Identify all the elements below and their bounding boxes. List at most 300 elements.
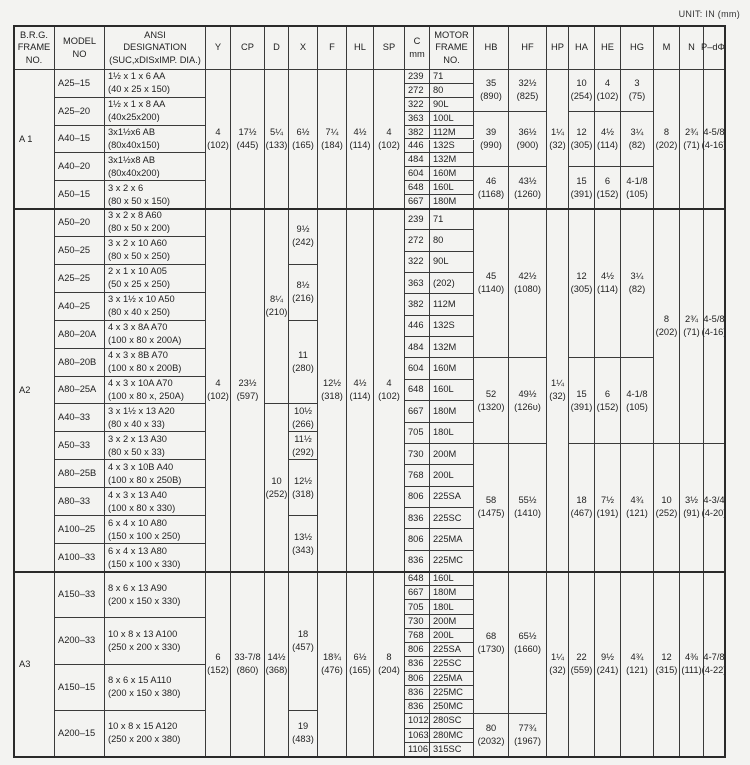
header-ansi xyxy=(105,26,206,70)
motor-frame-no-line: 200L xyxy=(433,630,454,641)
header-c-line: C xyxy=(413,36,421,46)
motor-frame-no xyxy=(430,629,474,643)
dim-hf-line: 65½ xyxy=(518,630,537,641)
header-ansi-line: ANSI xyxy=(144,29,166,40)
dim-hf-line: 42½ xyxy=(518,271,537,282)
model-no xyxy=(55,181,105,209)
dim-cp-line: (445) xyxy=(236,140,259,150)
ansi-designation-line: 4 x 3 x 8A A70 xyxy=(108,322,168,333)
dim-d-line: 8¼ xyxy=(270,294,283,305)
motor-frame-no-line: 180M xyxy=(433,587,457,598)
motor-frame-no-line: 160L xyxy=(433,573,454,584)
dim-m xyxy=(654,572,680,757)
c-dimension xyxy=(405,380,430,401)
model-no xyxy=(55,665,105,711)
c-dimension xyxy=(405,714,430,728)
motor-frame-no xyxy=(430,380,474,401)
motor-frame-no xyxy=(430,529,474,550)
c-dimension xyxy=(405,508,430,529)
dim-hb xyxy=(474,70,509,112)
dim-hb-line: (890) xyxy=(480,91,502,102)
dim-m xyxy=(654,209,680,444)
model-no xyxy=(55,265,105,293)
ansi-designation-line: 3x1½x8 AB xyxy=(108,154,156,165)
c-dimension-line: 667 xyxy=(408,587,424,598)
ansi-designation-line: 3 x 2 x 8 A60 xyxy=(108,210,162,221)
c-dimension-line: 446 xyxy=(408,140,424,151)
dim-ha-line: 18 xyxy=(576,495,587,506)
motor-frame-no-line: 160M xyxy=(433,168,457,179)
header-frame-line: B.R.G. xyxy=(20,29,48,40)
dim-hp xyxy=(547,209,569,572)
model-no-line: A80–20A xyxy=(58,328,97,339)
dim-hg-line: (121) xyxy=(626,665,648,675)
motor-frame-no xyxy=(430,230,474,251)
dim-hb-line: (1320) xyxy=(477,401,505,412)
frame-no xyxy=(14,70,55,209)
dim-hl xyxy=(347,209,374,572)
motor-frame-no-line: 180L xyxy=(433,427,454,438)
motor-frame-no-line: 80 xyxy=(433,235,444,246)
motor-frame-no xyxy=(430,126,474,140)
dim-f-line: 12½ xyxy=(322,378,342,388)
model-no xyxy=(55,404,105,432)
ansi-designation-line: 6 x 4 x 10 A80 xyxy=(108,517,167,528)
dim-sp xyxy=(374,572,405,757)
header-motor-line: FRAME xyxy=(435,42,468,53)
header-f xyxy=(318,26,347,70)
dim-hg xyxy=(621,167,654,209)
header-hf xyxy=(509,26,547,70)
dim-hg xyxy=(621,70,654,112)
dim-m xyxy=(654,70,680,209)
motor-frame-no-line: 160M xyxy=(433,363,457,374)
dim-hb-line: 35 xyxy=(485,78,497,89)
header-cp-line: CP xyxy=(241,42,254,53)
motor-frame-no xyxy=(430,700,474,714)
ansi-designation xyxy=(105,404,206,432)
ansi-designation-line: (100 x 80 x 200A) xyxy=(108,335,182,346)
c-dimension xyxy=(405,572,430,586)
motor-frame-no xyxy=(430,551,474,572)
motor-frame-no-line: 180M xyxy=(433,405,457,416)
dim-cp-line: (597) xyxy=(236,391,259,401)
c-dimension xyxy=(405,600,430,614)
dim-x-line: 13½ xyxy=(293,531,313,542)
header-pd-line: P–dΦ xyxy=(701,42,725,53)
model-no xyxy=(55,70,105,98)
dim-cp-line: 17½ xyxy=(238,127,257,137)
dim-hf xyxy=(509,209,547,358)
model-no-line: A40–20 xyxy=(58,161,91,172)
dim-sp-line: 4 xyxy=(386,127,392,137)
dim-hb xyxy=(474,112,509,168)
frame-no-line: A2 xyxy=(19,384,31,395)
dim-hp xyxy=(547,572,569,757)
dim-he-line: (114) xyxy=(597,139,619,150)
motor-frame-no xyxy=(430,615,474,629)
dim-he-line: 4½ xyxy=(601,271,614,282)
dim-ha xyxy=(569,167,595,209)
motor-frame-no-line: 225SC xyxy=(433,658,462,669)
c-dimension xyxy=(405,423,430,444)
c-dimension-line: 806 xyxy=(408,491,424,502)
dim-hg xyxy=(621,209,654,358)
ansi-designation-line: 8 x 6 x 13 A90 xyxy=(108,582,167,593)
motor-frame-no-line: 225MC xyxy=(433,555,463,566)
dim-x-line: 11½ xyxy=(294,433,312,444)
ansi-designation-line: (40x25x200) xyxy=(108,112,160,123)
ansi-designation-line: (40 x 25 x 150) xyxy=(108,84,171,95)
c-dimension-line: 768 xyxy=(408,469,424,480)
dim-pd-line: (4-16) xyxy=(701,326,727,337)
ansi-designation xyxy=(105,572,206,618)
dim-ha-line: (305) xyxy=(570,139,593,150)
dim-hl-line: (114) xyxy=(349,140,371,150)
dim-hf xyxy=(509,112,547,168)
dim-ha-line: 10 xyxy=(576,78,587,89)
header-x xyxy=(289,26,318,70)
c-dimension xyxy=(405,195,430,209)
dim-f-line: (476) xyxy=(321,665,343,675)
dim-hf-line: 43½ xyxy=(518,175,537,186)
dim-x-line: (242) xyxy=(292,237,314,248)
motor-frame-no xyxy=(430,98,474,112)
dim-ha xyxy=(569,209,595,358)
dim-he-line: (241) xyxy=(596,665,619,675)
dim-pd xyxy=(701,70,727,209)
dim-hf-line: (1260) xyxy=(514,188,541,199)
header-ha xyxy=(569,26,595,70)
c-dimension-line: 484 xyxy=(408,154,424,165)
c-dimension-line: 806 xyxy=(408,644,424,655)
dim-d-line: 5¼ xyxy=(270,127,283,137)
dim-d-line: (133) xyxy=(265,140,288,150)
model-no-line: A80–25B xyxy=(58,468,97,479)
ansi-designation xyxy=(105,70,206,98)
model-no-line: A50–20 xyxy=(58,216,91,227)
dim-he xyxy=(595,70,621,112)
dim-x-line: 6½ xyxy=(296,127,310,137)
dim-hb-line: 39 xyxy=(485,126,497,137)
motor-frame-no-line: 90L xyxy=(433,256,449,267)
c-dimension-line: 272 xyxy=(408,84,424,95)
dim-hb-line: (990) xyxy=(480,139,502,150)
dim-hl-line: (165) xyxy=(349,665,371,675)
dim-hf-line: (1967) xyxy=(514,736,541,747)
c-dimension-line: 730 xyxy=(408,615,424,626)
dim-ha xyxy=(569,444,595,572)
motor-frame-no xyxy=(430,572,474,586)
header-m xyxy=(654,26,680,70)
ansi-designation-line: 3 x 1½ x 13 A20 xyxy=(108,405,175,416)
dim-m-line: (252) xyxy=(655,508,678,519)
dim-hl-line: (114) xyxy=(349,391,371,401)
c-dimension-line: 446 xyxy=(408,320,424,331)
ansi-designation-line: 3x1½x6 AB xyxy=(108,127,156,137)
dim-x xyxy=(289,321,318,405)
motor-frame-no xyxy=(430,209,474,230)
motor-frame-no-line: 90L xyxy=(433,98,449,109)
dim-x-line: 9½ xyxy=(296,224,310,235)
dim-x-line: 18 xyxy=(297,628,309,639)
ansi-designation-line: (50 x 25 x 250) xyxy=(108,279,171,290)
motor-frame-no xyxy=(430,167,474,181)
dim-x xyxy=(289,70,318,209)
dim-pd xyxy=(701,444,727,572)
dim-hb-line: 45 xyxy=(485,271,497,282)
header-model-line: NO xyxy=(72,48,87,59)
dim-hg-line: (82) xyxy=(628,284,646,295)
ansi-designation xyxy=(105,98,206,126)
motor-frame-no-line: 132M xyxy=(433,341,457,352)
header-y-line: Y xyxy=(214,42,222,53)
ansi-designation-line: 4 x 3 x 13 A40 xyxy=(108,489,167,500)
header-sp-line: SP xyxy=(382,42,396,53)
model-no xyxy=(55,237,105,265)
ansi-designation-line: (250 x 200 x 330) xyxy=(108,641,181,652)
ansi-designation xyxy=(105,488,206,516)
c-dimension xyxy=(405,729,430,743)
motor-frame-no xyxy=(430,586,474,600)
dim-hg-line: (75) xyxy=(628,91,646,102)
dim-hb-line: 80 xyxy=(485,723,497,734)
unit-label: UNIT: IN (mm) xyxy=(678,9,740,19)
ansi-designation xyxy=(105,516,206,544)
ansi-designation-line: (80 x 40 x 250) xyxy=(108,307,171,318)
model-no xyxy=(55,349,105,377)
motor-frame-no-line: 200M xyxy=(433,448,457,459)
dim-hb-line: (1140) xyxy=(477,284,505,295)
dim-n-line: (71) xyxy=(683,140,700,150)
header-model xyxy=(55,26,105,70)
dim-y xyxy=(206,209,231,572)
dim-x-line: 19 xyxy=(297,721,309,732)
dim-pd xyxy=(701,572,727,757)
c-dimension-line: 836 xyxy=(408,555,424,566)
ansi-designation-line: (80 x 50 x 33) xyxy=(108,446,165,457)
dim-ha-line: (254) xyxy=(570,91,593,102)
model-no xyxy=(55,98,105,126)
header-hg-line: HG xyxy=(630,42,644,53)
dim-hf xyxy=(509,70,547,112)
c-dimension xyxy=(405,230,430,251)
motor-frame-no-line: 280MC xyxy=(433,729,463,740)
c-dimension-line: 382 xyxy=(408,126,424,137)
ansi-designation xyxy=(105,665,206,711)
model-no-line: A150–33 xyxy=(58,589,96,600)
dim-f xyxy=(318,70,347,209)
dim-cp-line: 23½ xyxy=(238,378,257,388)
motor-frame-no-line: 225MA xyxy=(433,533,463,544)
ansi-designation-line: (150 x 100 x 250) xyxy=(108,530,181,541)
c-dimension xyxy=(405,153,430,167)
dim-n-line: 4⅜ xyxy=(685,652,698,662)
ansi-designation-line: 6 x 4 x 13 A80 xyxy=(108,545,167,556)
dim-cp xyxy=(231,572,265,757)
dim-hb xyxy=(474,714,509,757)
dim-hf xyxy=(509,358,547,443)
ansi-designation xyxy=(105,711,206,757)
dim-f xyxy=(318,572,347,757)
dim-he xyxy=(595,572,621,757)
dim-ha-line: (467) xyxy=(570,508,593,519)
c-dimension-line: 836 xyxy=(408,701,424,712)
dim-pd-line: 4-5/8 xyxy=(703,313,725,324)
motor-frame-no-line: 280SC xyxy=(433,715,462,726)
ansi-designation-line: (100 x 80 x 250B) xyxy=(108,474,182,485)
dim-hf-line: (900) xyxy=(516,139,539,150)
model-no xyxy=(55,293,105,321)
header-hg xyxy=(621,26,654,70)
c-dimension-line: 604 xyxy=(408,168,424,179)
motor-frame-no xyxy=(430,657,474,671)
dim-sp-line: (102) xyxy=(378,391,400,401)
c-dimension-line: 768 xyxy=(408,630,424,641)
dim-f-line: 18¾ xyxy=(322,652,342,662)
dim-m-line: (202) xyxy=(655,140,678,150)
model-no xyxy=(55,544,105,572)
dim-x xyxy=(289,404,318,432)
dim-x-line: (343) xyxy=(292,544,314,555)
dim-f-line: 7¼ xyxy=(325,127,339,137)
header-he-line: HE xyxy=(601,42,614,53)
c-dimension xyxy=(405,337,430,358)
dim-y-line: (102) xyxy=(207,140,229,150)
motor-frame-no-line: 112M xyxy=(433,299,456,310)
dim-he-line: (191) xyxy=(596,508,619,519)
motor-frame-no-line: 225SA xyxy=(433,644,461,655)
c-dimension-line: 363 xyxy=(408,277,424,288)
header-he xyxy=(595,26,621,70)
motor-frame-no xyxy=(430,423,474,444)
ansi-designation xyxy=(105,544,206,572)
c-dimension xyxy=(405,126,430,140)
dim-hf xyxy=(509,444,547,572)
dim-hf-line: (1080) xyxy=(514,284,541,295)
header-frame xyxy=(14,26,55,70)
c-dimension-line: 363 xyxy=(408,112,424,123)
dim-hf-line: 77¾ xyxy=(518,723,537,734)
dim-hl-line: 6½ xyxy=(353,652,367,662)
group-divider xyxy=(13,571,726,573)
c-dimension xyxy=(405,294,430,315)
model-no-line: A200–33 xyxy=(58,635,96,646)
dim-he-line: (152) xyxy=(596,401,619,412)
model-no-line: A50–25 xyxy=(58,244,91,255)
ansi-designation-line: 8 x 6 x 15 A110 xyxy=(108,675,172,686)
header-d-line: D xyxy=(273,42,280,53)
dim-ha xyxy=(569,70,595,112)
dim-hp xyxy=(547,70,569,209)
motor-frame-no-line: 160L xyxy=(433,384,454,395)
dim-sp-line: (204) xyxy=(378,665,400,675)
dim-ha xyxy=(569,572,595,757)
motor-frame-no xyxy=(430,729,474,743)
dim-he-line: (152) xyxy=(596,188,619,199)
c-dimension xyxy=(405,629,430,643)
c-dimension xyxy=(405,529,430,550)
dim-hl xyxy=(347,572,374,757)
dim-hb-line: (2032) xyxy=(477,736,505,747)
ansi-designation xyxy=(105,349,206,377)
ansi-designation-line: (100 x 80 x 200B) xyxy=(108,363,182,374)
header-ansi-line: (SUC,xDISxIMP. DIA.) xyxy=(109,54,201,65)
dim-x-line: (266) xyxy=(292,418,314,429)
motor-frame-no xyxy=(430,70,474,84)
dim-hg-line: 4¾ xyxy=(630,495,644,506)
ansi-designation-line: (80 x 40 x 33) xyxy=(108,418,165,429)
dim-hf-line: 55½ xyxy=(518,495,537,506)
model-no xyxy=(55,377,105,405)
dim-ha xyxy=(569,112,595,168)
header-m-line: M xyxy=(662,42,671,53)
dim-x xyxy=(289,572,318,711)
header-pd xyxy=(701,26,725,70)
c-dimension-line: 1106 xyxy=(408,743,428,754)
ansi-designation xyxy=(105,265,206,293)
model-no xyxy=(55,488,105,516)
dim-sp-line: 8 xyxy=(386,652,392,662)
model-no-line: A40–33 xyxy=(58,412,91,423)
dim-sp-line: 4 xyxy=(386,378,392,388)
dim-y-line: 4 xyxy=(215,378,221,388)
c-dimension-line: 1063 xyxy=(408,729,429,740)
dim-ha-line: (559) xyxy=(570,665,593,675)
model-no xyxy=(55,153,105,181)
motor-frame-no xyxy=(430,195,474,209)
c-dimension-line: 836 xyxy=(408,686,424,697)
c-dimension xyxy=(405,401,430,422)
motor-frame-no xyxy=(430,140,474,154)
c-dimension xyxy=(405,358,430,379)
dim-hl xyxy=(347,70,374,209)
dim-hl-line: 4½ xyxy=(353,378,367,388)
frame-no-line: A3 xyxy=(19,658,31,669)
c-dimension xyxy=(405,700,430,714)
motor-frame-no xyxy=(430,153,474,167)
dim-x xyxy=(289,460,318,516)
dim-hf-line: 36½ xyxy=(518,126,537,137)
motor-frame-no-line: 225SC xyxy=(433,512,462,523)
dim-d-line: 10 xyxy=(271,475,282,486)
ansi-designation-line: (100 x 80 x 330) xyxy=(108,502,176,513)
c-dimension-line: 836 xyxy=(408,658,424,669)
dim-hf-line: (1660) xyxy=(514,643,541,654)
dim-y-line: 6 xyxy=(215,652,221,662)
motor-frame-no xyxy=(430,508,474,529)
motor-frame-no xyxy=(430,316,474,337)
dim-m-line: (315) xyxy=(655,665,678,675)
motor-frame-no xyxy=(430,465,474,486)
model-no-line: A25–25 xyxy=(58,272,91,283)
dim-hp-line: (32) xyxy=(549,140,566,150)
dim-he xyxy=(595,209,621,358)
header-x-line: X xyxy=(299,42,307,53)
header-ha-line: HA xyxy=(575,42,588,53)
motor-frame-no-line: 225SA xyxy=(433,491,461,502)
header-hl xyxy=(347,26,374,70)
motor-frame-no xyxy=(430,600,474,614)
motor-frame-no-line: 315SC xyxy=(433,743,462,754)
header-hb-line: HB xyxy=(484,42,498,53)
dim-hf-line: (825) xyxy=(516,91,539,102)
c-dimension xyxy=(405,252,430,273)
ansi-designation-line: 4 x 3 x 8B A70 xyxy=(108,350,168,361)
dim-ha-line: 15 xyxy=(576,175,587,186)
dim-x-line: 8½ xyxy=(296,280,310,291)
c-dimension-line: 239 xyxy=(408,70,424,81)
